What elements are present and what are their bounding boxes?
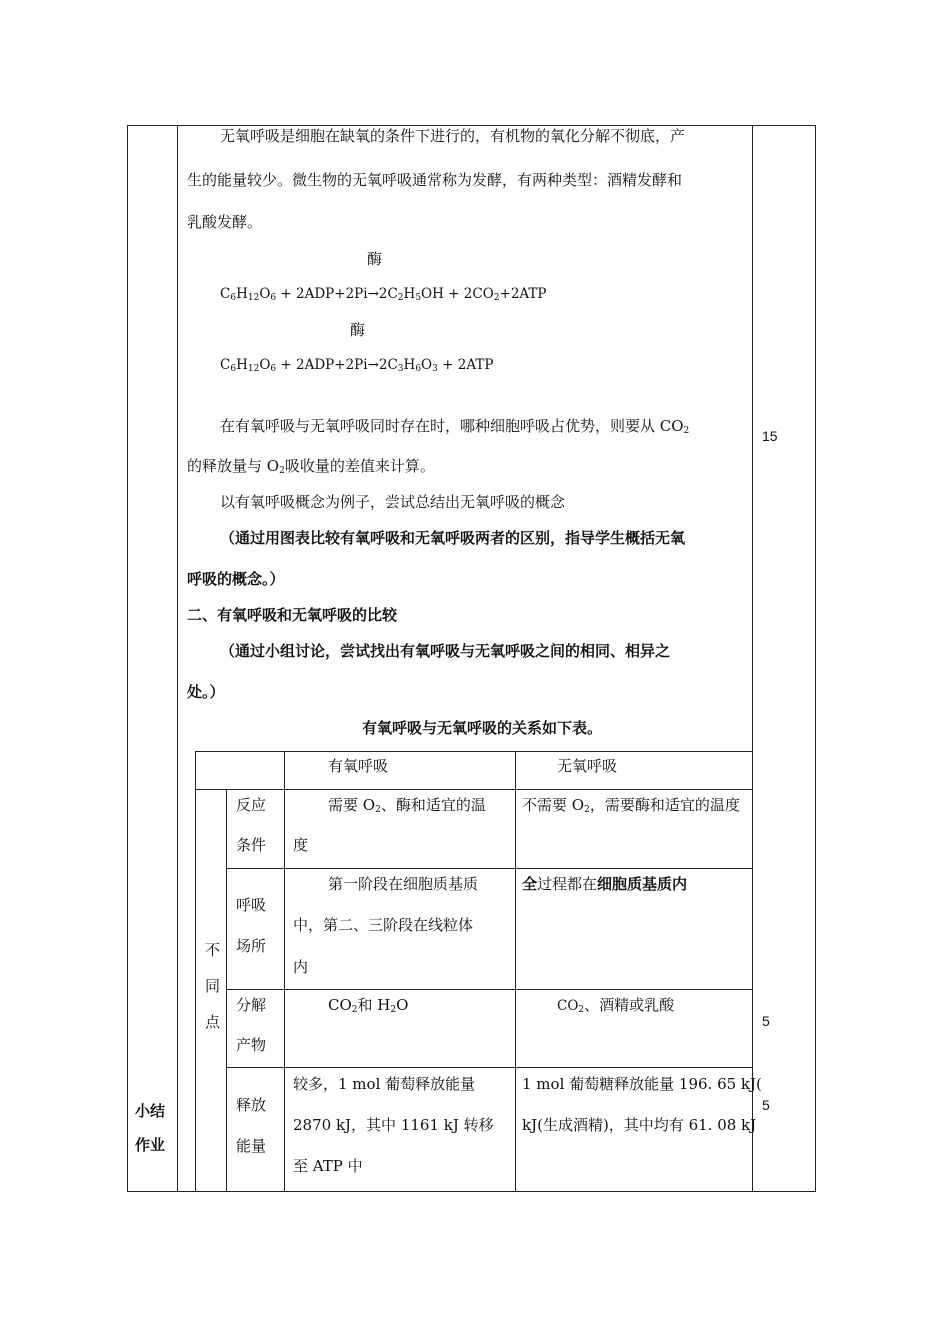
aerobic-energy-line3: 至 ATP 中 bbox=[293, 1157, 363, 1175]
enzyme-label-1: 酶 bbox=[367, 250, 383, 268]
para1-line3: 乳酸发酵。 bbox=[187, 213, 263, 231]
equation-lactic-fermentation: $C_6H_{12}O_6 + 2ADP+2Pi\to 2C_3H_6O_3 + 2ATP$ bbox=[220, 357, 494, 374]
table-group-divider bbox=[226, 789, 227, 1192]
group-label-char1: 不 bbox=[205, 941, 221, 959]
aerobic-energy-line2: 2870 kJ，其中 1161 kJ 转移 bbox=[293, 1116, 494, 1134]
para5-line1: （通过小组讨论，尝试找出有氧呼吸与无氧呼吸之间的相同、相异之 bbox=[220, 642, 671, 660]
aerobic-products: $CO_2$和 $H_2O$ bbox=[328, 996, 409, 1015]
table-row1-divider bbox=[226, 868, 753, 869]
row-label-location-2: 场所 bbox=[236, 937, 267, 955]
para3: 以有氧呼吸概念为例子，尝试总结出无氧呼吸的概念 bbox=[220, 493, 566, 511]
table-header-aerobic: 有氧呼吸 bbox=[328, 757, 389, 775]
para5-line2: 处。） bbox=[187, 683, 225, 701]
table-top-border bbox=[195, 751, 753, 752]
aerobic-location-line2: 中，第二、三阶段在线粒体 bbox=[293, 916, 474, 934]
para4-line2: 呼吸的概念。） bbox=[187, 570, 285, 588]
aerobic-conditions-line2: 度 bbox=[293, 836, 309, 854]
aerobic-energy-line1: 较多，1 mol 葡萄释放能量 bbox=[293, 1075, 476, 1093]
anaerobic-products: $CO_2$、酒精或乳酸 bbox=[557, 996, 675, 1015]
group-label-char3: 点 bbox=[205, 1013, 221, 1031]
table-left-border bbox=[195, 751, 196, 1192]
section-label-line2: 作业 bbox=[135, 1136, 166, 1154]
time-value-5a: 5 bbox=[762, 1013, 770, 1029]
table-row2-divider bbox=[226, 989, 753, 990]
row-label-products-1: 分解 bbox=[236, 996, 267, 1014]
anaerobic-energy-line2: kJ(生成酒精)，其中均有 61. 08 kJ bbox=[522, 1116, 757, 1134]
time-value-5b: 5 bbox=[762, 1097, 770, 1113]
para1-line2: 生的能量较少。微生物的无氧呼吸通常称为发酵，有两种类型：酒精发酵和 bbox=[187, 171, 683, 189]
equation-alcohol-fermentation: $C_6H_{12}O_6 + 2ADP+2Pi\to 2C_2H_5OH + 2CO_2+2ATP$ bbox=[220, 286, 547, 303]
frame-divider-1 bbox=[177, 125, 178, 1192]
enzyme-label-2: 酶 bbox=[350, 321, 366, 339]
row-label-conditions-2: 条件 bbox=[236, 836, 267, 854]
section-label-line1: 小结 bbox=[135, 1102, 166, 1120]
aerobic-location-line1: 第一阶段在细胞质基质 bbox=[328, 875, 479, 893]
anaerobic-energy-line1: 1 mol 葡萄糖释放能量 196. 65 kJ( bbox=[522, 1075, 762, 1093]
aerobic-conditions-line1: 需要 $O_2$、酶和适宜的温 bbox=[328, 796, 486, 815]
row-label-products-2: 产物 bbox=[236, 1036, 267, 1054]
para4-line1: （通过用图表比较有氧呼吸和无氧呼吸两者的区别，指导学生概括无氧 bbox=[220, 529, 686, 547]
anaerobic-location: 全过程都在细胞质基质内 bbox=[522, 875, 688, 893]
frame-divider-2 bbox=[752, 125, 753, 1192]
row-label-energy-2: 能量 bbox=[236, 1137, 267, 1155]
row-label-location-1: 呼吸 bbox=[236, 896, 267, 914]
section-heading-comparison: 二、有氧呼吸和无氧呼吸的比较 bbox=[187, 606, 398, 624]
table-row3-divider bbox=[226, 1067, 753, 1068]
table-label-divider bbox=[284, 751, 285, 1192]
frame-right-border bbox=[815, 125, 816, 1192]
table-header-anaerobic: 无氧呼吸 bbox=[557, 757, 618, 775]
table-header-divider bbox=[195, 789, 753, 790]
para1-line1: 无氧呼吸是细胞在缺氧的条件下进行的，有机物的氧化分解不彻底，产 bbox=[220, 127, 686, 145]
para2-line1: 在有氧呼吸与无氧呼吸同时存在时，哪种细胞呼吸占优势，则要从 $CO_2$ bbox=[220, 417, 690, 436]
table-caption: 有氧呼吸与无氧呼吸的关系如下表。 bbox=[362, 719, 603, 737]
anaerobic-conditions: 不需要 $O_2$，需要酶和适宜的温度 bbox=[522, 796, 740, 815]
row-label-conditions-1: 反应 bbox=[236, 796, 267, 814]
table-column-divider bbox=[515, 751, 516, 1192]
time-value-15: 15 bbox=[762, 428, 778, 444]
row-label-energy-1: 释放 bbox=[236, 1096, 267, 1114]
frame-bottom-border bbox=[127, 1191, 815, 1192]
para2-line2: 的释放量与 $O_2$吸收量的差值来计算。 bbox=[187, 457, 435, 476]
frame-left-border bbox=[127, 125, 128, 1192]
group-label-char2: 同 bbox=[205, 977, 221, 995]
aerobic-location-line3: 内 bbox=[293, 958, 309, 976]
